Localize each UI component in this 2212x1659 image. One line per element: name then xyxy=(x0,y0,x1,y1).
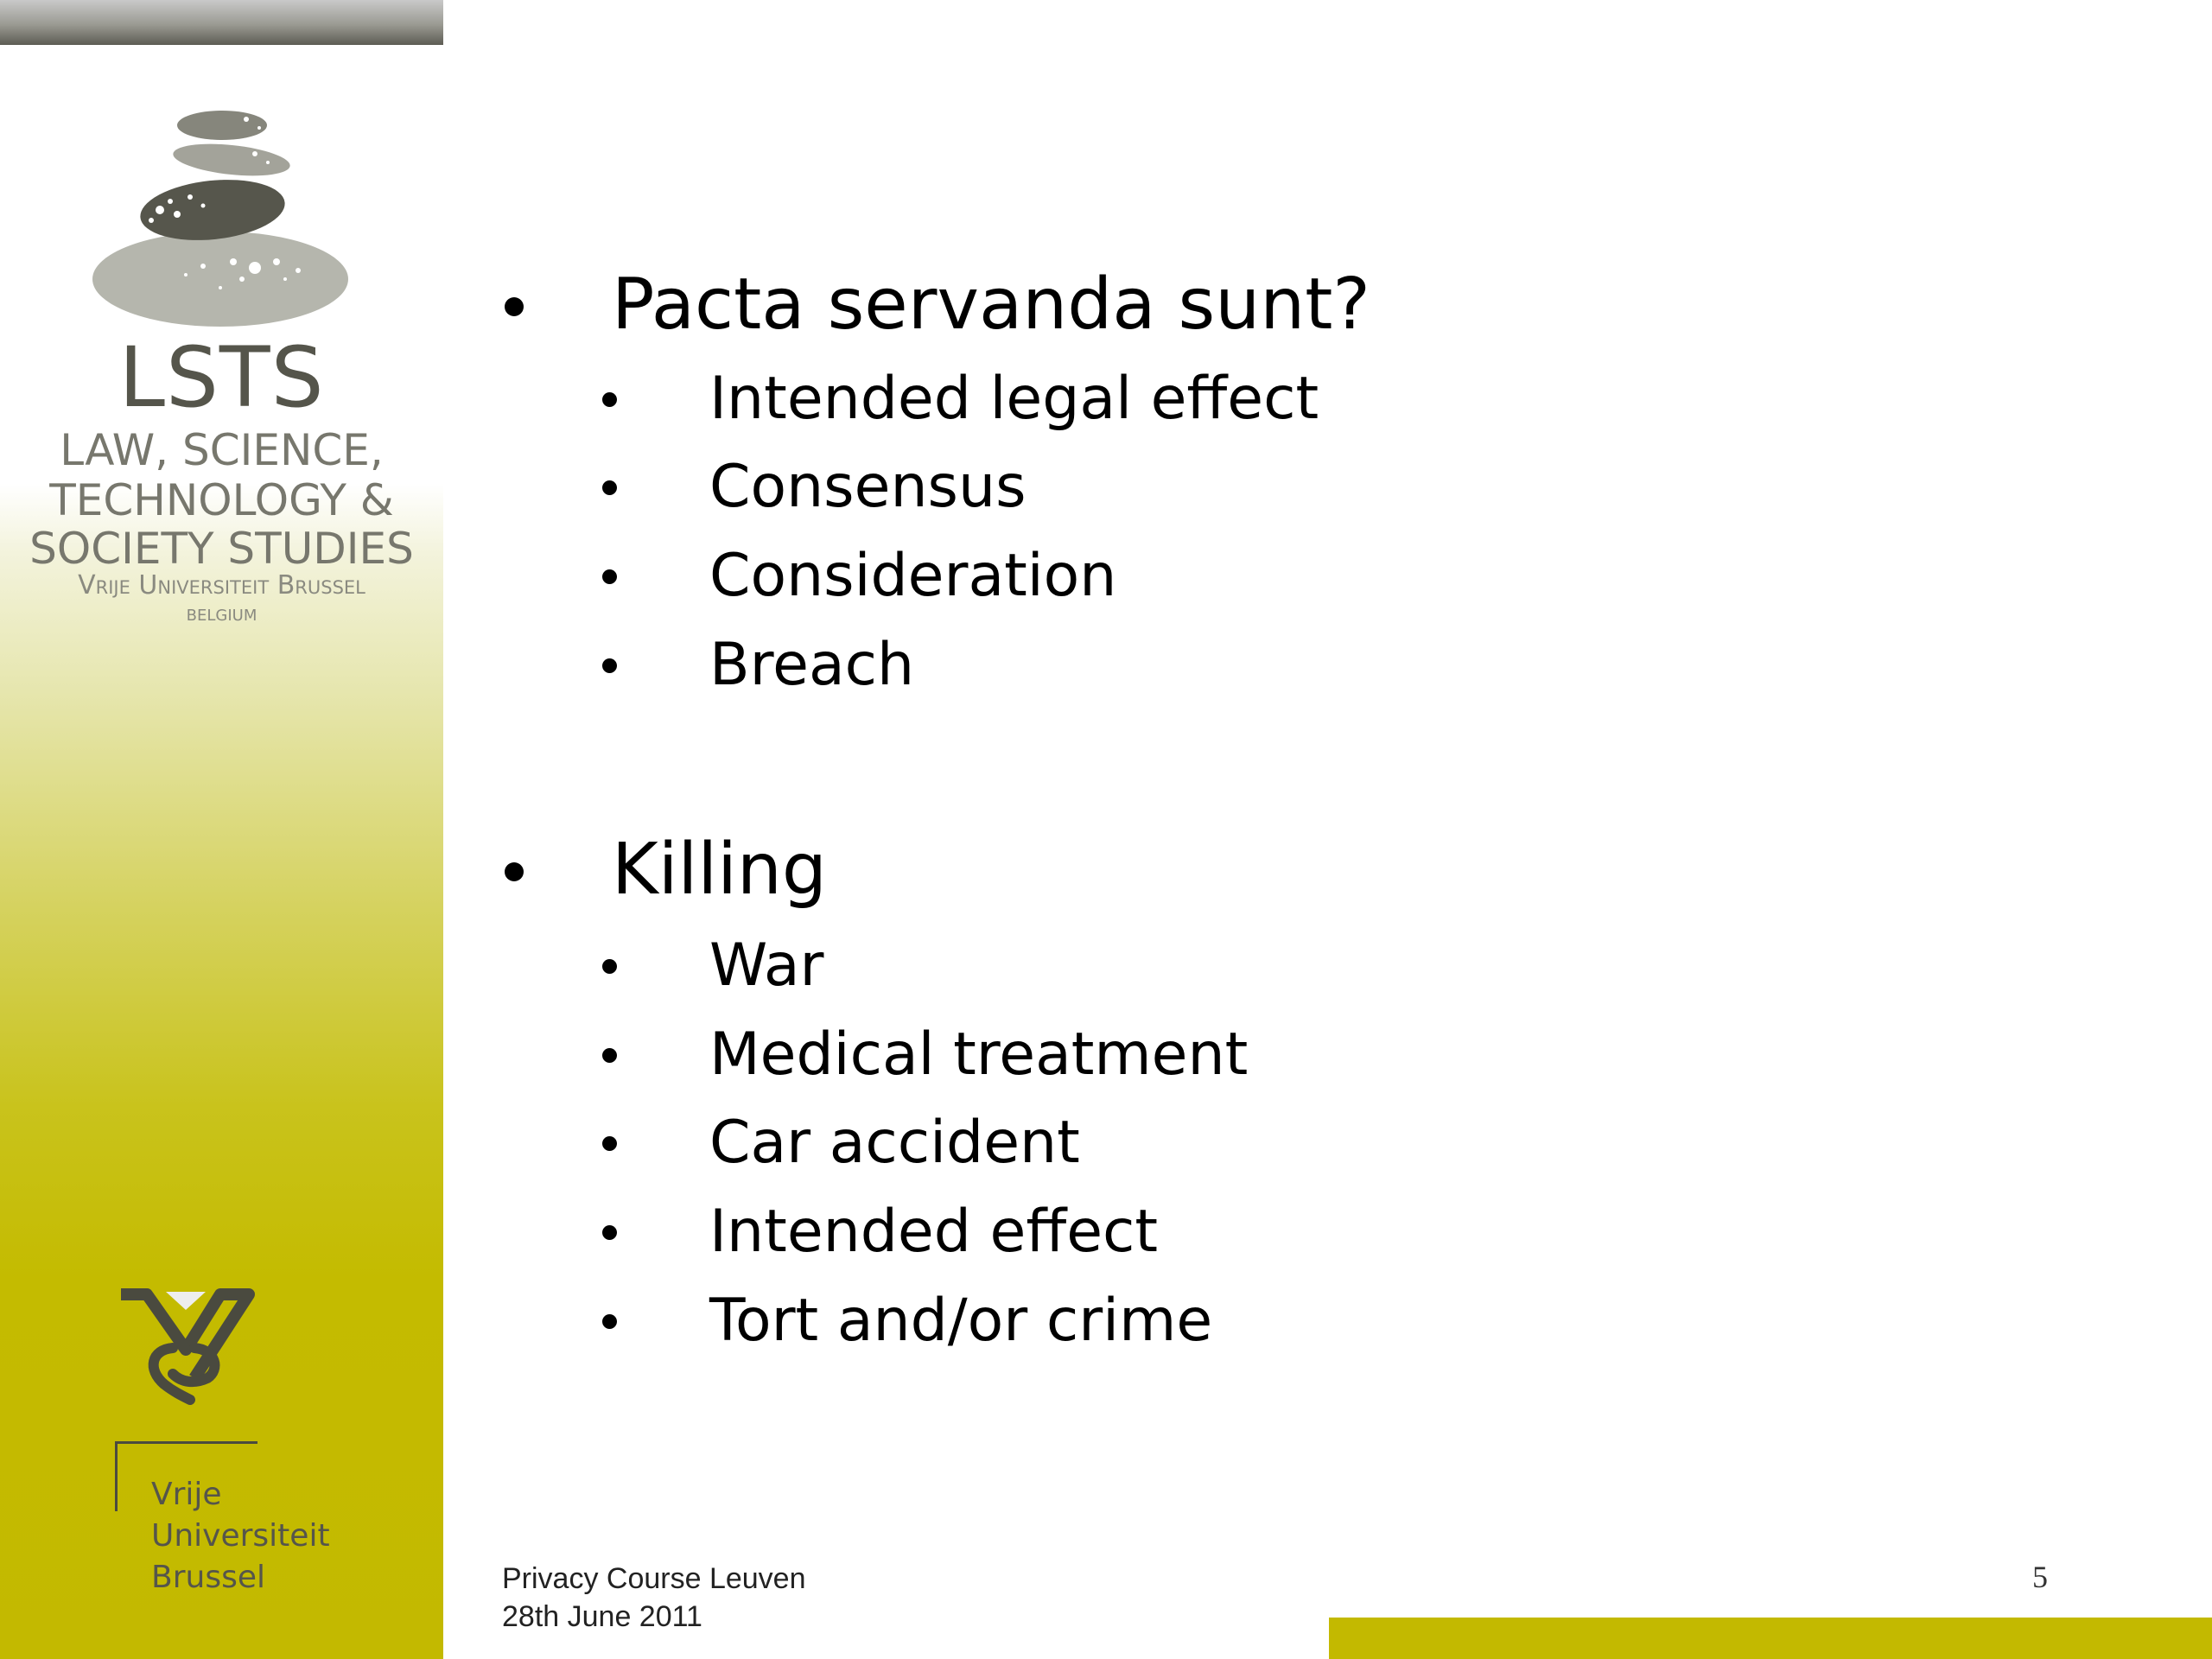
lsts-name-line-2: TECHNOLOGY & xyxy=(49,475,394,525)
bullet-dot xyxy=(602,959,617,974)
lsts-name-line-3: SOCIETY STUDIES xyxy=(29,524,414,574)
footer-date: 28th June 2011 xyxy=(502,1600,702,1633)
list-item: War xyxy=(709,931,824,1000)
bullet-dot xyxy=(602,392,617,407)
bullet-dot xyxy=(505,862,524,881)
vub-wordmark-line-1: Vrije xyxy=(151,1477,222,1512)
vub-wordmark-line-3: Brussel xyxy=(151,1560,265,1595)
list-item: Medical treatment xyxy=(709,1020,1249,1089)
lsts-university: Vrije Universiteit Brussel xyxy=(78,570,365,601)
lsts-country: BELGIUM xyxy=(186,607,257,625)
lsts-name-line-1: LAW, SCIENCE, xyxy=(60,425,384,475)
list-item: Car accident xyxy=(709,1109,1080,1177)
section-heading-1: Pacta servanda sunt? xyxy=(612,264,1370,346)
list-item: Breach xyxy=(709,631,915,699)
bullet-dot xyxy=(505,297,524,316)
list-item: Tort and/or crime xyxy=(709,1287,1213,1355)
footer-course: Privacy Course Leuven xyxy=(502,1562,806,1595)
bullet-dot xyxy=(602,658,617,673)
list-item: Intended legal effect xyxy=(709,365,1319,433)
page-number: 5 xyxy=(2032,1560,2048,1594)
bullet-dot xyxy=(602,480,617,495)
bullet-dot xyxy=(602,1048,617,1063)
footer-accent-bar xyxy=(1329,1618,2212,1659)
lsts-acronym: LSTS xyxy=(118,329,325,426)
list-item: Intended effect xyxy=(709,1198,1159,1266)
bullet-dot xyxy=(602,569,617,584)
list-item: Consideration xyxy=(709,542,1117,610)
bullet-dot xyxy=(602,1314,617,1329)
bullet-dot xyxy=(602,1136,617,1151)
section-heading-2: Killing xyxy=(612,829,827,911)
list-item: Consensus xyxy=(709,453,1027,521)
vub-wordmark-line-2: Universiteit xyxy=(151,1518,330,1554)
bullet-dot xyxy=(602,1225,617,1240)
